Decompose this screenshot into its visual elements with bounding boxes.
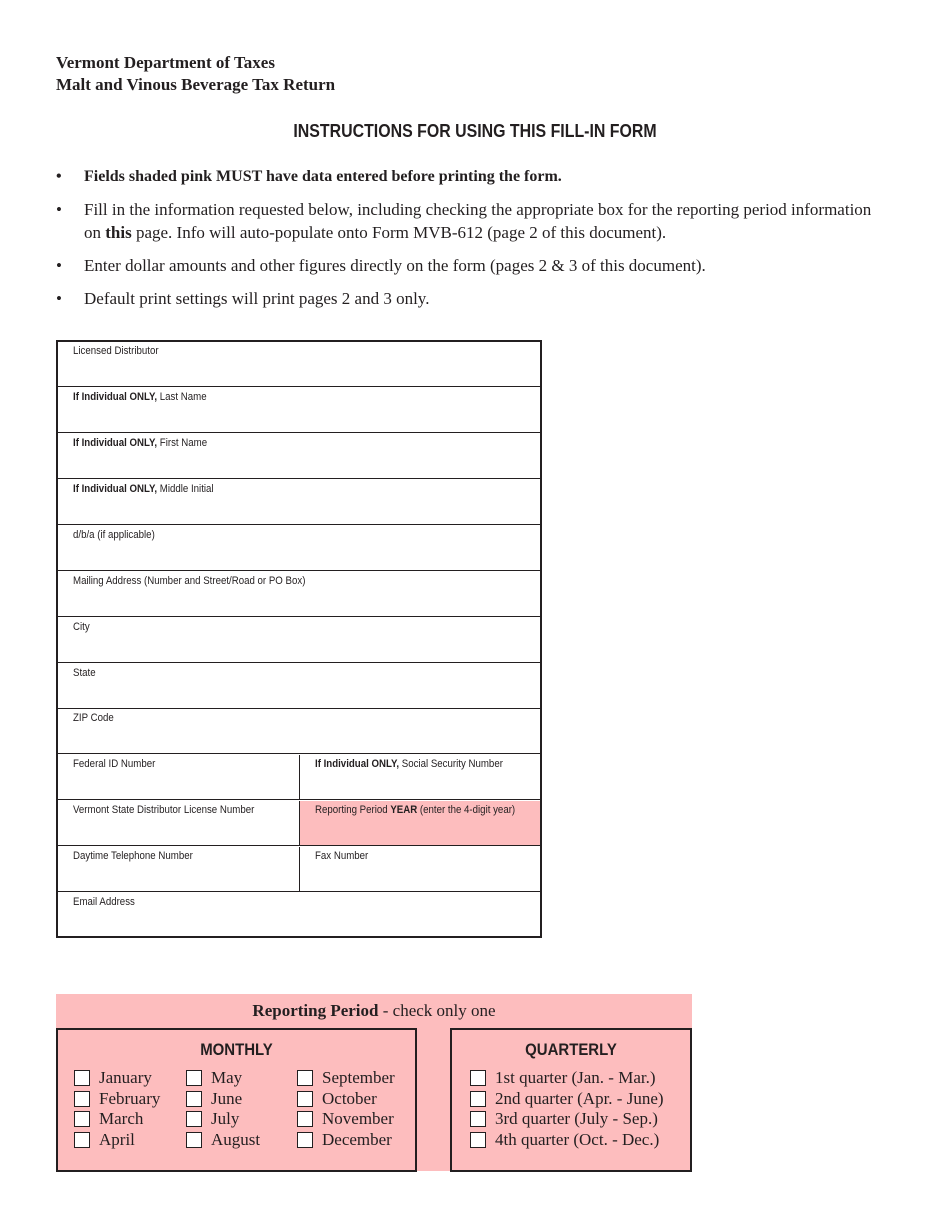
last-name-field[interactable] [58,388,540,432]
state-label: State [73,667,96,679]
first-name-field[interactable] [58,434,540,478]
row-first-name [58,434,540,479]
month-checkbox-july[interactable]: July [186,1109,260,1130]
mailing-address-label: Mailing Address (Number and Street/Road or PO Box) [73,575,306,587]
checkbox-icon[interactable] [186,1070,202,1086]
dba-label: d/b/a (if applicable) [73,529,155,541]
instructions-title: INSTRUCTIONS FOR USING THIS FILL-IN FORM [293,120,657,141]
email-field[interactable] [58,893,540,938]
vt-license-field[interactable] [58,801,300,845]
bullet-icon: • [56,289,62,308]
last-name-label: If Individual ONLY, Last Name [73,391,207,403]
checkbox-icon[interactable] [470,1070,486,1086]
licensed-distributor-label: Licensed Distributor [73,345,159,357]
federal-id-label: Federal ID Number [73,758,156,770]
checkbox-icon[interactable] [74,1070,90,1086]
reporting-year-label: Reporting Period YEAR (enter the 4-digit year) [315,804,516,816]
month-checkbox-february[interactable]: February [74,1089,160,1110]
monthly-col-3 [297,1068,395,1150]
checkbox-icon[interactable] [297,1111,313,1127]
checkbox-icon[interactable] [186,1111,202,1127]
row-phone-fax [58,847,540,892]
month-checkbox-november[interactable]: November [297,1109,395,1130]
monthly-col-1 [74,1068,160,1150]
taxpayer-info-form [56,340,542,938]
month-checkbox-april[interactable]: April [74,1130,160,1151]
bullet-icon: • [56,256,62,275]
fax-label: Fax Number [315,850,369,862]
zip-label: ZIP Code [73,712,114,724]
reporting-year-field[interactable] [300,801,540,845]
checkbox-icon[interactable] [470,1132,486,1148]
row-licensed-distributor [58,342,540,387]
checkbox-icon[interactable] [470,1091,486,1107]
checkbox-icon[interactable] [297,1132,313,1148]
instruction-item [56,198,876,244]
row-last-name [58,388,540,433]
agency-name: Vermont Department of Taxes [56,53,275,72]
monthly-group [56,1028,417,1172]
licensed-distributor-field[interactable] [58,342,540,386]
monthly-col-2 [186,1068,260,1150]
month-checkbox-june[interactable]: June [186,1089,260,1110]
quarter-checkbox-2[interactable]: 2nd quarter (Apr. - June) [470,1089,664,1110]
bullet-icon: • [56,200,62,219]
row-ids [58,755,540,800]
row-zip [58,709,540,754]
reporting-period-title: Reporting Period [252,1001,379,1020]
city-label: City [73,621,90,633]
checkbox-icon[interactable] [297,1091,313,1107]
month-checkbox-october[interactable]: October [297,1089,395,1110]
fax-field[interactable] [300,847,540,891]
monthly-title: MONTHLY [200,1040,273,1059]
mailing-address-field[interactable] [58,572,540,616]
reporting-period-note: - check only one [378,1001,496,1020]
checkbox-icon[interactable] [470,1111,486,1127]
row-state [58,664,540,709]
row-mailing-address [58,572,540,617]
instruction-text: Enter dollar amounts and other figures directly on the form (pages 2 & 3 of this document). [84,256,706,275]
quarterly-col [470,1068,664,1150]
phone-field[interactable] [58,847,300,891]
reporting-period-header [56,994,692,1028]
instruction-text: page. Info will auto-populate onto Form MVB-612 (page 2 of this document). [131,223,667,242]
month-checkbox-august[interactable]: August [186,1130,260,1151]
row-dba [58,526,540,571]
middle-initial-label: If Individual ONLY, Middle Initial [73,483,214,495]
checkbox-icon[interactable] [74,1091,90,1107]
city-field[interactable] [58,618,540,662]
row-email [58,893,540,938]
vt-license-label: Vermont State Distributor License Number [73,804,255,816]
federal-id-field[interactable] [58,755,300,799]
row-city [58,618,540,663]
instruction-text: Default print settings will print pages 2 and 3 only. [84,289,430,308]
quarterly-group [450,1028,692,1172]
reporting-period-divider [416,1028,450,1171]
first-name-label: If Individual ONLY, First Name [73,437,208,449]
ssn-label: If Individual ONLY, Social Security Number [315,758,503,770]
instruction-text: Fill in the information requested below, including checking the appropriate box for the reporting period information on [84,200,872,242]
dba-field[interactable] [58,526,540,570]
month-checkbox-march[interactable]: March [74,1109,160,1130]
month-checkbox-january[interactable]: January [74,1068,160,1089]
month-checkbox-december[interactable]: December [297,1130,395,1151]
checkbox-icon[interactable] [186,1132,202,1148]
checkbox-icon[interactable] [74,1111,90,1127]
checkbox-icon[interactable] [186,1091,202,1107]
quarterly-title: QUARTERLY [525,1040,617,1059]
return-title: Malt and Vinous Beverage Tax Return [56,75,336,94]
instruction-text: Fields shaded pink MUST have data entered before printing the form. [84,168,562,185]
instruction-item [56,287,876,310]
row-license-year [58,801,540,846]
instruction-item [56,254,876,277]
middle-initial-field[interactable] [58,480,540,524]
checkbox-icon[interactable] [74,1132,90,1148]
quarter-checkbox-1[interactable]: 1st quarter (Jan. - Mar.) [470,1068,664,1089]
instruction-item [56,165,876,188]
phone-label: Daytime Telephone Number [73,850,193,862]
quarter-checkbox-3[interactable]: 3rd quarter (July - Sep.) [470,1109,664,1130]
email-label: Email Address [73,896,135,908]
bullet-icon: • [56,168,62,185]
instructions-list [56,165,876,320]
checkbox-icon[interactable] [297,1070,313,1086]
month-checkbox-september[interactable]: September [297,1068,395,1089]
instruction-emphasis: this [105,223,132,242]
zip-field[interactable] [58,709,540,753]
ssn-field[interactable] [300,755,540,799]
state-field[interactable] [58,664,540,708]
quarter-checkbox-4[interactable]: 4th quarter (Oct. - Dec.) [470,1130,664,1151]
row-middle-initial [58,480,540,525]
month-checkbox-may[interactable]: May [186,1068,260,1089]
